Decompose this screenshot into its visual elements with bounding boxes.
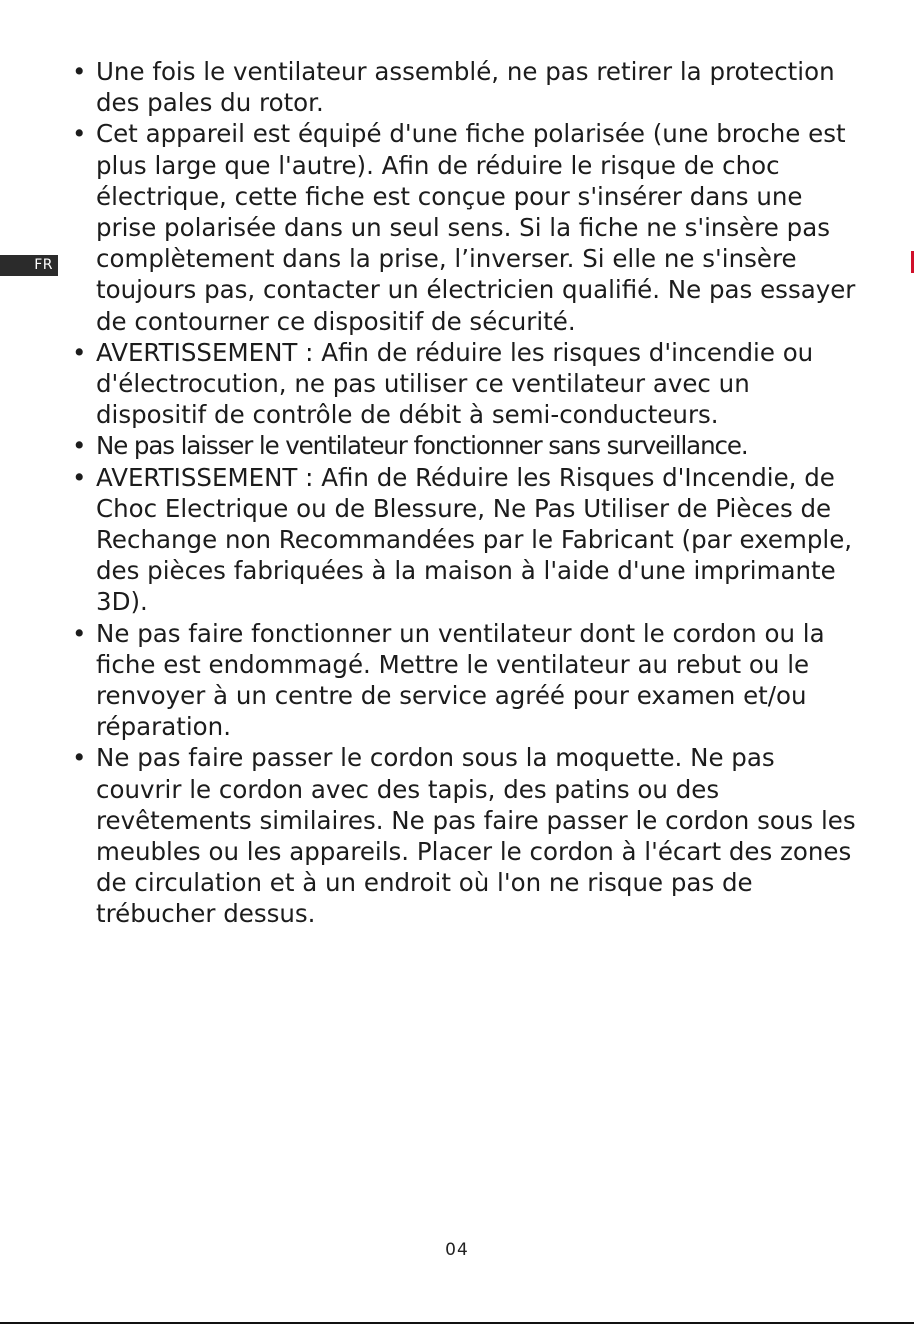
list-item (72, 118, 856, 336)
bullet-icon: • (72, 57, 87, 86)
bullet-icon: • (72, 618, 87, 648)
bullet-icon: • (72, 337, 87, 367)
list-item-text: AVERTISSEMENT : Afin de réduire les risques d'incendie ou d'électrocution, ne pas utiliser ce ventilateur avec un dispositif de contrôle de débit à semi-conducteurs. (96, 337, 814, 430)
list-item (72, 742, 856, 929)
safety-instructions (72, 56, 856, 930)
list-item-text: Ne pas faire fonctionner un ventilateur dont le cordon ou la fiche est endommagé. Mettre le ventilateur au rebut ou le renvoyer à un centre de service agréé pour examen et/ou réparation. (96, 618, 825, 742)
list-item-text: AVERTISSEMENT : Afin de Réduire les Risques d'Incendie, de Choc Electrique ou de Blessure, Ne Pas Utiliser de Pièces de Rechange non Recommandées par le Fabricant (par exemple, des pièces fabriquées à la maison à l'aide d'une imprimante 3D). (96, 462, 853, 617)
list-item (72, 462, 856, 618)
bullet-icon: • (72, 119, 87, 149)
list-item (72, 56, 856, 118)
list-item-text: Une fois le ventilateur assemblé, ne pas retirer la protection des pales du rotor. (96, 57, 835, 118)
bullet-list (72, 56, 856, 930)
bullet-icon: • (72, 462, 87, 492)
bullet-icon: • (72, 431, 87, 461)
page-number: 04 (445, 1240, 469, 1260)
list-item-text: Ne pas laisser le ventilateur fonctionner sans surveillance. (96, 431, 748, 461)
language-tab: FR (0, 255, 58, 276)
list-item (72, 618, 856, 743)
list-item-text: Ne pas faire passer le cordon sous la moquette. Ne pas couvrir le cordon avec des tapis, des patins ou des revêtements similaires. Ne pas faire passer le cordon sous les meubles ou les appareils. Placer le cordon à l'écart des zones de circulation et à un endroit où l'on ne risque pas de trébucher dessus. (96, 743, 856, 929)
bullet-icon: • (72, 743, 87, 773)
list-item-text: Cet appareil est équipé d'une fiche polarisée (une broche est plus large que l'autre). Afin de réduire le risque de choc électrique, cette fiche est conçue pour s'insérer dans une prise polarisée dans un seul sens. Si la fiche ne s'insère pas complètement dans la prise, l’inverser. Si elle ne s'insère toujours pas, contacter un électricien qualifié. Ne pas essayer de contourner ce dispositif de sécurité. (96, 119, 856, 336)
list-item (72, 337, 856, 431)
list-item (72, 430, 856, 461)
